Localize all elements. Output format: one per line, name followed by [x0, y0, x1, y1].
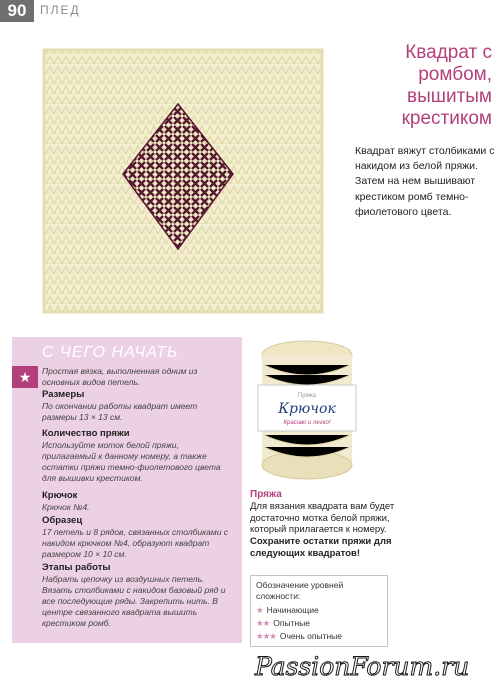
legend-row-experienced — [256, 618, 310, 629]
yarn-tagline: Красиво и легко! — [283, 420, 331, 426]
legend-label: Опытные — [273, 618, 310, 628]
star-icon: ★★ — [256, 618, 270, 628]
hook-heading: Крючок — [42, 490, 78, 501]
sample-heading: Образец — [42, 515, 83, 526]
panel-title: С ЧЕГО НАЧАТЬ — [42, 344, 179, 361]
page-title: Квадрат с ромбом, вышитым крестиком — [401, 42, 492, 129]
legend-label: Очень опытные — [279, 631, 342, 641]
watermark: PassionForum.ru — [255, 652, 470, 681]
yarn-brand: Крючок — [278, 401, 336, 417]
yarn-skein-photo — [250, 335, 365, 485]
steps-heading: Этапы работы — [42, 562, 111, 573]
hook-text: Крючок №4. — [42, 502, 90, 512]
star-icon: ★★★ — [256, 631, 276, 641]
yarn-caption-text: Для вязания квадрата вам будет достаточно мотка белой пряжи, который прилагается к номеру. — [250, 501, 395, 535]
legend-row-beginner — [256, 605, 319, 616]
yarn-amount-heading: Количество пряжи — [42, 428, 130, 439]
section-label: ПЛЕД — [40, 3, 81, 17]
sample-text: 17 петель и 8 рядов, связанных столбиками с накидом крючком №4, образуют квадрат размером 10 × 10 см. — [42, 527, 229, 559]
crochet-square-photo — [38, 44, 328, 316]
yarn-amount-text: Используйте моток белой пряжи, прилагаемый к данному номеру, а также остатки пряжи темно-фиолетового цвета для вышивки крестиком. — [42, 440, 221, 483]
legend-heading: Обозначение уровней сложности: — [256, 580, 344, 601]
description: Квадрат вяжут столбиками с накидом из белой пряжи. Затем на нем вышивают крестиком ромб темно-фиолетового цвета. — [355, 145, 495, 218]
star-icon: ★ — [256, 605, 263, 615]
panel-intro: Простая вязка, выполненная одним из основных видов петель. — [42, 366, 198, 387]
steps-text: Набрать цепочку из воздушных петель. Вязать столбиками с накидом базовый ряд и все последующие ряды. Закрепить нить. В центре связанного квадрата вышить крестиком ромб. — [42, 574, 226, 628]
yarn-caption-note: Сохраните остатки пряжи для следующих квадратов! — [250, 536, 392, 559]
difficulty-star-icon: ★ — [12, 366, 38, 388]
legend-row-expert — [256, 631, 342, 642]
page-number: 90 — [0, 0, 34, 22]
size-heading: Размеры — [42, 389, 85, 400]
yarn-label-small: Пряжа — [297, 393, 317, 399]
size-text: По окончании работы квадрат имеет размеры 13 × 13 см. — [42, 401, 198, 422]
yarn-caption-heading: Пряжа — [250, 489, 282, 500]
legend-label: Начинающие — [266, 605, 319, 615]
